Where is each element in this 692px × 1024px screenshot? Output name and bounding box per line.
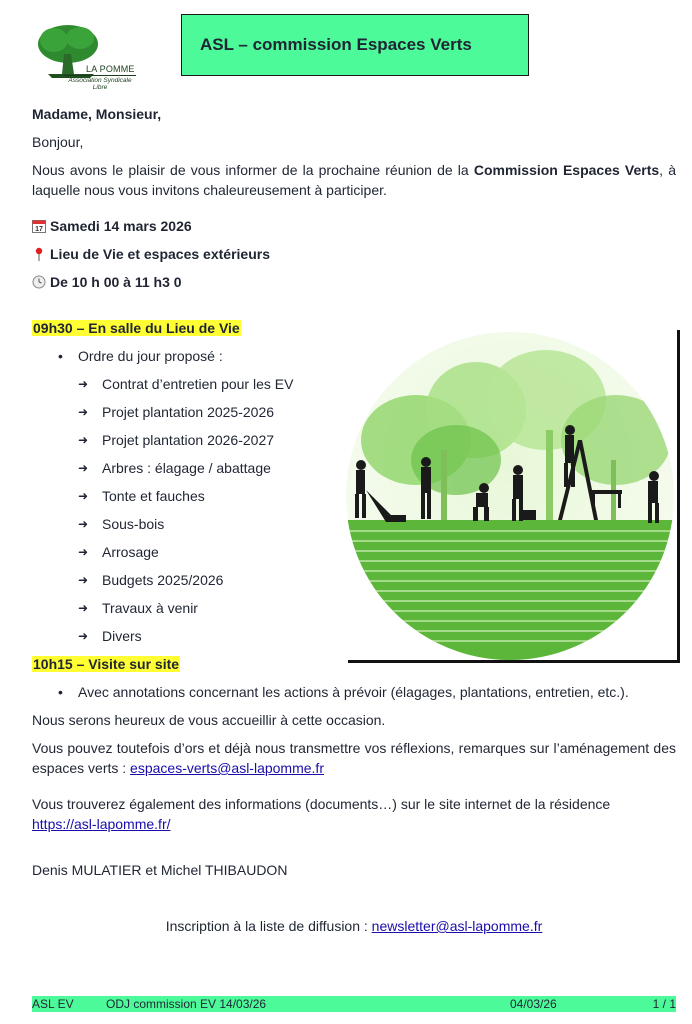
intro-paragraph	[32, 160, 676, 200]
pin-icon	[32, 247, 46, 261]
arrow-right-icon: ➜	[78, 517, 89, 531]
arrow-right-icon: ➜	[78, 377, 89, 391]
section2-heading-text: 10h15 – Visite sur site	[33, 656, 180, 672]
agenda-item-text: Travaux à venir	[102, 600, 198, 616]
section1-heading-text: 09h30 – En salle du Lieu de Vie	[33, 320, 240, 336]
agenda-item-text: Projet plantation 2026-2027	[102, 432, 275, 448]
footer-left: ASL EV	[32, 997, 74, 1011]
salutation: Madame, Monsieur,	[32, 106, 162, 122]
event-place-text: Lieu de Vie et espaces extérieurs	[50, 246, 270, 262]
section2-heading	[32, 654, 676, 674]
arrow-right-icon: ➜	[78, 601, 89, 615]
intro-strong: Commission Espaces Verts	[473, 162, 660, 178]
gardeners-illustration	[346, 330, 682, 666]
arrow-right-icon: ➜	[78, 545, 89, 559]
newsletter-email-link[interactable]: newsletter@asl-lapomme.fr	[371, 918, 543, 934]
arrow-right-icon: ➜	[78, 433, 89, 447]
agenda-item-text: Projet plantation 2025-2026	[102, 404, 275, 420]
feedback-text: Vous pouvez toutefois d’ors et déjà nous transmettre vos réflexions, remarques sur l’aménagement des espaces verts :	[32, 740, 676, 776]
agenda-item-text: Tonte et fauches	[102, 488, 205, 504]
logo-line1: LA POMME	[86, 64, 135, 74]
event-time-text: De 10 h 00 à 11 h3 0	[50, 274, 182, 290]
website-paragraph	[32, 794, 676, 834]
agenda-item-text: Budgets 2025/2026	[102, 572, 224, 588]
arrow-right-icon: ➜	[78, 489, 89, 503]
greeting: Bonjour,	[32, 134, 84, 150]
calendar-day: 17	[35, 226, 43, 233]
intro-text-before: Nous avons le plaisir de vous informer de la prochaine réunion de la	[32, 162, 474, 178]
logo-line2: Association Syndicale Libre	[64, 75, 136, 91]
footer-doc: ODJ commission EV 14/03/26	[106, 997, 267, 1011]
arrow-right-icon: ➜	[78, 405, 89, 419]
arrow-right-icon: ➜	[78, 461, 89, 475]
website-link[interactable]: https://asl-lapomme.fr/	[32, 816, 171, 832]
welcome-text: Nous serons heureux de vous accueillir à cette occasion.	[32, 712, 386, 728]
agenda-item-text: Sous-bois	[102, 516, 165, 532]
page-title: ASL – commission Espaces Verts	[181, 14, 529, 76]
agenda-item-text: Arbres : élagage / abattage	[102, 460, 271, 476]
asl-logo	[34, 24, 136, 91]
agenda-bullet-text: Ordre du jour proposé :	[78, 348, 223, 364]
website-text: Vous trouverez également des informations (documents…) sur le site internet de la résidence	[32, 796, 611, 812]
gardening-illustration-icon	[346, 330, 682, 666]
calendar-icon	[32, 219, 46, 233]
visit-bullet	[60, 682, 680, 702]
agenda-item-text: Divers	[102, 628, 142, 644]
event-place	[32, 244, 676, 264]
clock-icon	[32, 275, 46, 289]
signature: Denis MULATIER et Michel THIBAUDON	[32, 862, 288, 878]
event-date	[32, 216, 676, 236]
arrow-right-icon: ➜	[78, 573, 89, 587]
newsletter-text: Inscription à la liste de diffusion :	[165, 918, 372, 934]
agenda-bullet	[60, 346, 223, 366]
arrow-right-icon: ➜	[78, 629, 89, 643]
event-time	[32, 272, 676, 292]
intro-text-after: , à laquelle nous vous invitons chaleureusement à participer.	[32, 162, 676, 198]
feedback-paragraph	[32, 738, 676, 778]
visit-bullet-text: Avec annotations concernant les actions à prévoir (élagages, plantations, entretien, etc.).	[78, 684, 629, 700]
footer-page: 1 / 1	[652, 997, 676, 1011]
espaces-verts-email-link[interactable]: espaces-verts@asl-lapomme.fr	[130, 760, 324, 776]
footer-date: 04/03/26	[510, 997, 557, 1011]
newsletter-line	[32, 916, 676, 936]
agenda-item-text: Contrat d’entretien pour les EV	[102, 376, 294, 392]
event-date-text: Samedi 14 mars 2026	[50, 218, 192, 234]
agenda-item-text: Arrosage	[102, 544, 159, 560]
page-footer	[32, 996, 676, 1012]
illustration-frame-right	[677, 330, 680, 663]
